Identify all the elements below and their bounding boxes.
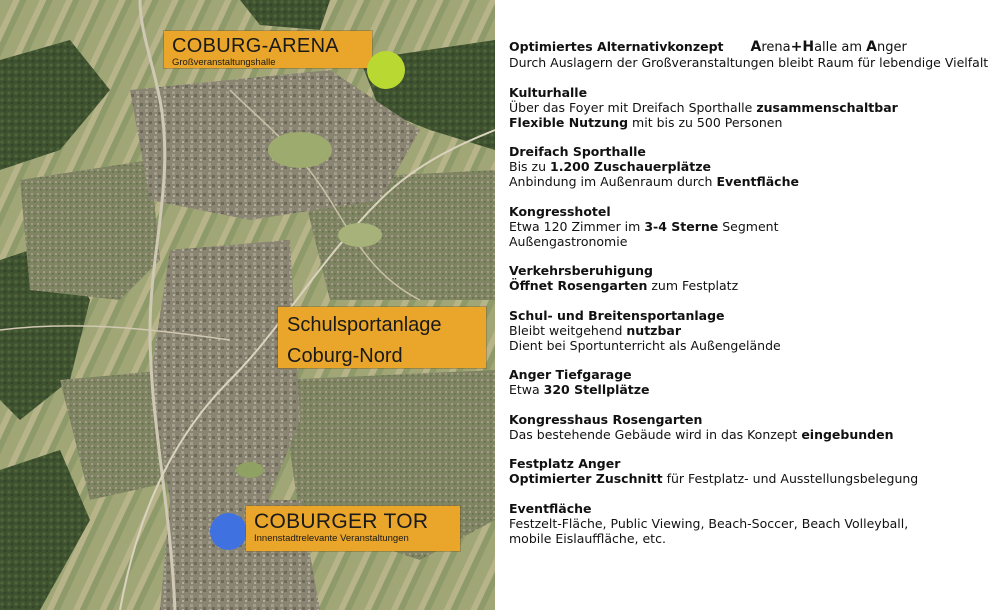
section-title: Dreifach Sporthalle (509, 144, 646, 159)
section-line: Dient bei Sportunterricht als Außengelände (509, 337, 781, 353)
intro-heading-line (509, 39, 984, 55)
section-line: Etwa 120 Zimmer im 3-4 Sterne Segment (509, 218, 779, 234)
section-line: Bis zu 1.200 Zuschauerplätze (509, 159, 711, 174)
arena-halle-brand: Arena+Halle am Anger (750, 39, 907, 55)
tor-location-marker (210, 513, 247, 550)
section-kulturhalle (509, 85, 984, 130)
section-title: Kongresshaus Rosengarten (509, 411, 703, 427)
section-title: Schul- und Breitensportanlage (509, 307, 725, 323)
concept-description-panel (509, 39, 989, 546)
intro-heading: Optimiertes Alternativkonzept (509, 39, 724, 54)
section-festplatz-anger (509, 456, 984, 486)
schulsportanlage-line2: Coburg-Nord (287, 345, 403, 367)
section-title: Festplatz Anger (509, 456, 621, 471)
coburg-arena-subtitle: Großveranstaltungshalle (172, 57, 276, 68)
section-anger-tiefgarage (509, 367, 984, 397)
schulsportanlage-label (278, 307, 486, 368)
coburg-arena-title: COBURG-ARENA (172, 35, 339, 57)
coburger-tor-label (246, 506, 460, 551)
section-title: Eventfläche (509, 500, 592, 516)
schulsportanlage-line1: Schulsportanlage (287, 314, 442, 336)
intro-description: Durch Auslagern der Großveranstaltungen bleibt Raum für lebendige Vielfalt (509, 55, 989, 70)
coburg-arena-label (164, 31, 372, 68)
section-line: Flexible Nutzung mit bis zu 500 Personen (509, 114, 783, 130)
section-verkehrsberuhigung (509, 263, 984, 293)
section-line: Bleibt weitgehend nutzbar (509, 322, 681, 338)
section-line: Festzelt-Fläche, Public Viewing, Beach-Soccer, Beach Volleyball, (509, 515, 909, 531)
section-kongresshaus (509, 412, 984, 442)
section-line: Öffnet Rosengarten zum Festplatz (509, 278, 739, 293)
section-title: Verkehrsberuhigung (509, 263, 653, 278)
section-title: Kulturhalle (509, 84, 588, 100)
section-title: Kongresshotel (509, 203, 611, 219)
section-line: mobile Eislauffläche, etc. (509, 530, 666, 546)
section-schulsportanlage (509, 308, 984, 353)
section-line: Optimierter Zuschnitt für Festplatz- und Ausstellungsbelegung (509, 471, 919, 486)
arena-location-marker (367, 51, 405, 89)
section-line: Anbindung im Außenraum durch Eventfläche (509, 174, 799, 189)
section-line: Das bestehende Gebäude wird in das Konzept eingebunden (509, 426, 894, 442)
section-kongresshotel (509, 204, 984, 249)
coburger-tor-title: COBURGER TOR (254, 510, 429, 533)
section-line: Außengastronomie (509, 233, 628, 249)
section-line: Etwa 320 Stellplätze (509, 382, 650, 397)
section-line: Über das Foyer mit Dreifach Sporthalle zusammenschaltbar (509, 99, 898, 115)
section-eventflaeche (509, 501, 984, 546)
coburger-tor-subtitle: Innenstadtrelevante Veranstaltungen (254, 533, 409, 544)
section-dreifach-sporthalle (509, 144, 984, 189)
section-title: Anger Tiefgarage (509, 367, 632, 382)
